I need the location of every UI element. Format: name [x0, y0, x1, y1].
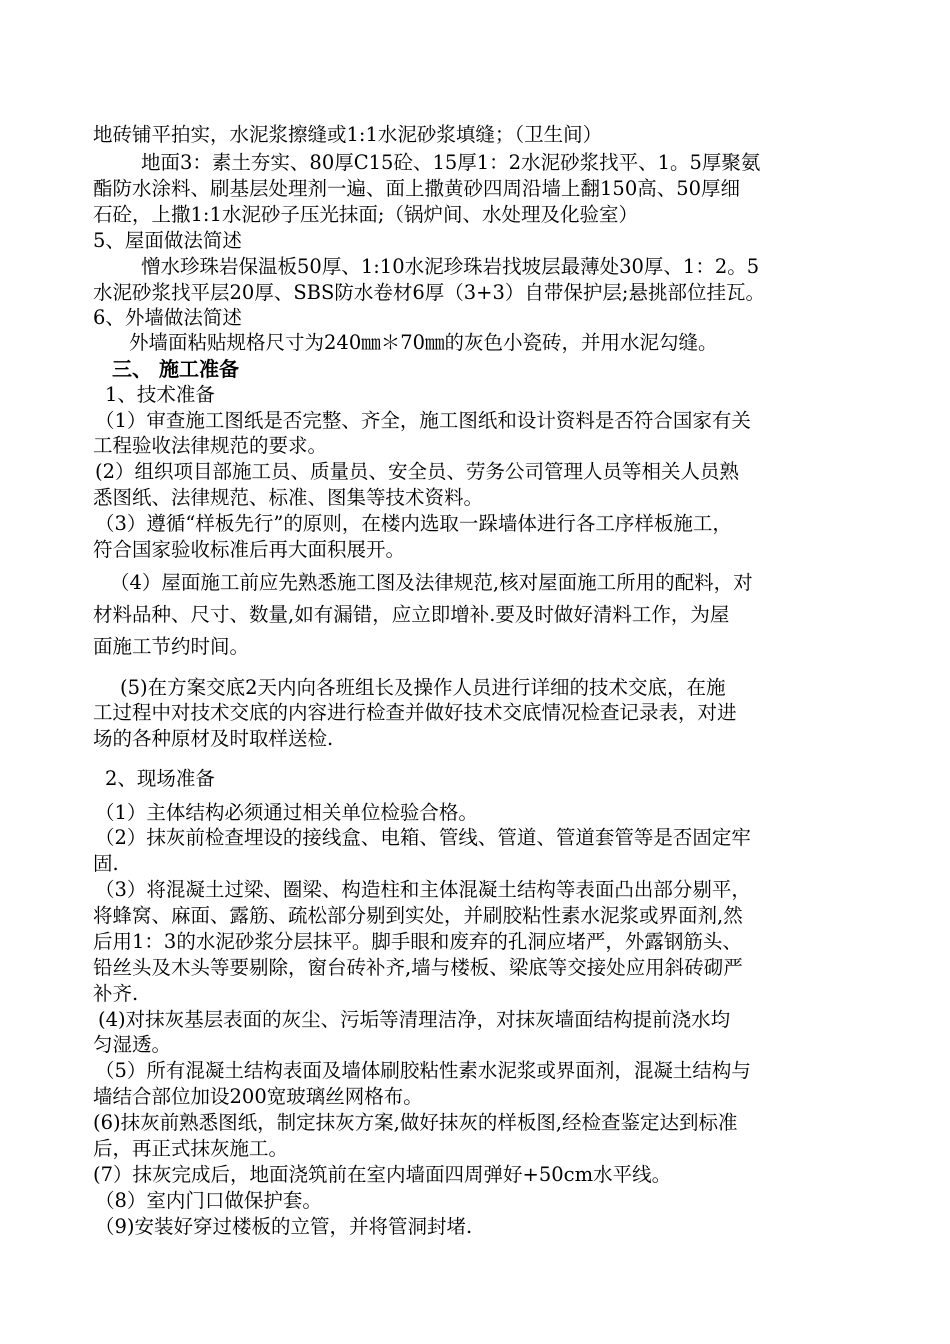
text-line: 后用1：3的水泥砂浆分层抹平。脚手眼和废弃的孔洞应堵严，外露钢筋头、: [93, 930, 742, 953]
text-line: 石砼，上撒1:1水泥砂子压光抹面;（锅炉间、水处理及化验室）: [93, 203, 638, 226]
section-heading: 1、技术准备: [105, 383, 215, 406]
text-line: （8）室内门口做保护套。: [95, 1189, 322, 1212]
text-line: （2）抹灰前检查埋设的接线盒、电箱、管线、管道、管道套管等是否固定牢: [95, 826, 751, 849]
text-line: （9)安装好穿过楼板的立管，并将管洞封堵.: [95, 1215, 473, 1238]
text-line: 地砖铺平拍实，水泥浆擦缝或1:1水泥砂浆填缝；（卫生间）: [93, 123, 603, 146]
text-line: （4）屋面施工前应先熟悉施工图及法律规范,核对屋面施工所用的配料，对: [110, 571, 753, 594]
text-line: 符合国家验收标准后再大面积展开。: [93, 538, 406, 561]
section-heading: 5、屋面做法简述: [93, 229, 242, 252]
text-line: (7）抹灰完成后，地面浇筑前在室内墙面四周弹好+50cm水平线。: [93, 1163, 672, 1186]
text-line: 铅丝头及木头等要剔除，窗台砖补齐,墙与楼板、梁底等交接处应用斜砖砌严: [93, 956, 743, 979]
text-line: (2）组织项目部施工员、质量员、安全员、劳务公司管理人员等相关人员熟: [95, 460, 740, 483]
text-line: 场的各种原材及时取样送检.: [93, 727, 334, 750]
text-line: （1）主体结构必须通过相关单位检验合格。: [95, 801, 478, 824]
text-line: 悉图纸、法律规范、标准、图集等技术资料。: [93, 486, 484, 509]
text-line: 墙结合部位加设200宽玻璃丝网格布。: [93, 1085, 423, 1108]
text-line: 后，再正式抹灰施工。: [93, 1137, 289, 1160]
text-line: 匀湿透。: [93, 1033, 172, 1056]
text-line: (4)对抹灰基层表面的灰尘、污垢等清理洁净，对抹灰墙面结构提前浇水均: [98, 1008, 731, 1031]
text-line: （3）将混凝土过梁、圈梁、构造柱和主体混凝土结构等表面凸出部分剔平，: [95, 878, 751, 901]
text-line: 憎水珍珠岩保温板50厚、1:10水泥珍珠岩找坡层最薄处30厚、1：2。5: [141, 255, 760, 278]
text-line: (5)在方案交底2天内向各班组长及操作人员进行详细的技术交底，在施: [120, 676, 726, 699]
text-line: （5）所有混凝土结构表面及墙体刷胶粘性素水泥浆或界面剂，混凝土结构与: [95, 1059, 751, 1082]
text-line: （3）遵循“样板先行”的原则，在楼内选取一跺墙体进行各工序样板施工，: [95, 512, 732, 535]
text-line: 固.: [93, 852, 119, 875]
text-line: 酯防水涂料、刷基层处理剂一遍、面上撒黄砂四周沿墙上翻150高、50厚细: [93, 177, 741, 200]
text-line: 材料品种、尺寸、数量,如有漏错，应立即增补.要及时做好清料工作，为屋: [93, 603, 730, 626]
text-line: （1）审查施工图纸是否完整、齐全，施工图纸和设计资料是否符合国家有关: [95, 409, 751, 432]
text-line: 工程验收法律规范的要求。: [93, 434, 328, 457]
section-heading: 6、外墙做法简述: [93, 306, 242, 329]
section-heading: 2、现场准备: [105, 767, 215, 790]
text-line: 面施工节约时间。: [93, 635, 250, 658]
text-line: 外墙面粘贴规格尺寸为240㎜＊70㎜的灰色小瓷砖，并用水泥勾缝。: [129, 331, 718, 354]
text-line: 地面3：素土夯实、80厚C15砼、15厚1：2水泥砂浆找平、1。5厚聚氨: [141, 151, 761, 174]
text-line: 工过程中对技术交底的内容进行检查并做好技术交底情况检查记录表，对进: [93, 701, 737, 724]
chapter-heading: 三、 施工准备: [112, 357, 239, 381]
text-line: 水泥砂浆找平层20厚、SBS防水卷材6厚（3+3）自带保护层;悬挑部位挂瓦。: [93, 281, 765, 304]
text-line: 补齐.: [93, 982, 139, 1005]
text-line: 将蜂窝、麻面、露筋、疏松部分剔到实处，并刷胶粘性素水泥浆或界面剂,然: [93, 904, 743, 927]
text-line: (6)抹灰前熟悉图纸，制定抹灰方案,做好抹灰的样板图,经检查鉴定达到标准: [93, 1111, 738, 1134]
